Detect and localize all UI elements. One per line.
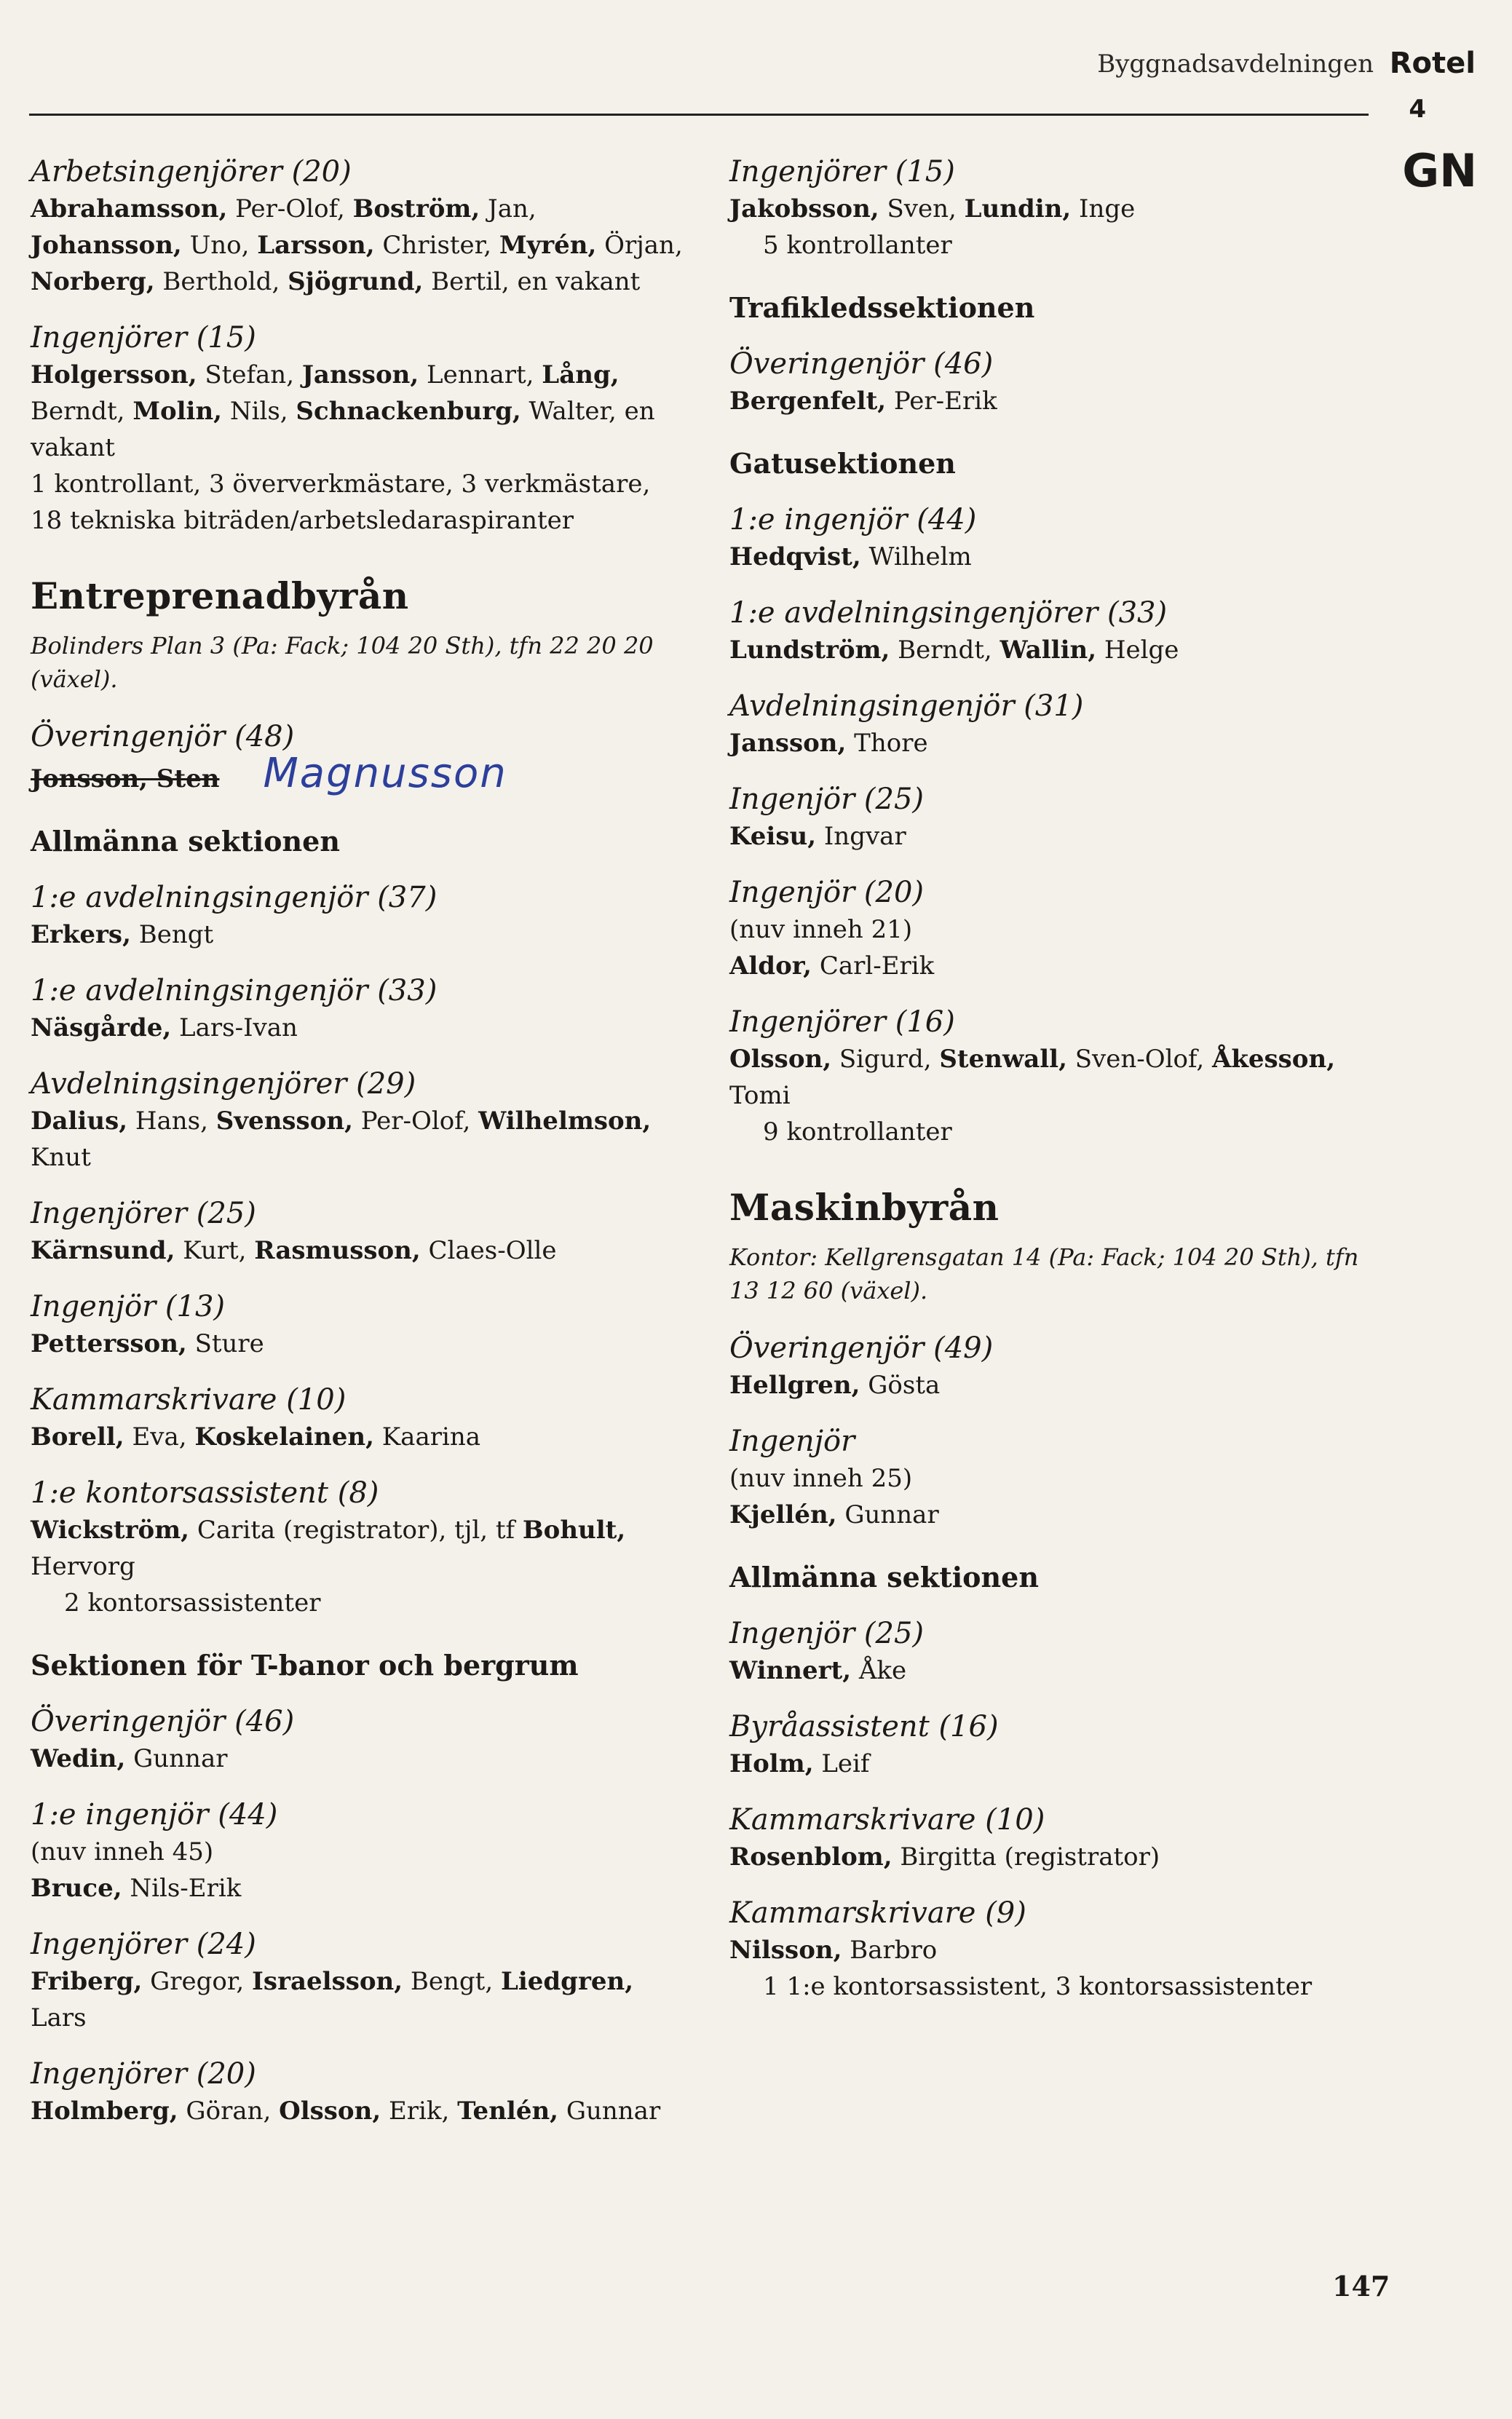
role-title: Arbetsingenjörer (20) bbox=[31, 155, 352, 189]
struck-name: Jonsson, Sten bbox=[31, 764, 220, 793]
role-title: 1:e avdelningsingenjörer (33) bbox=[729, 596, 1168, 630]
names: Kjellén, Gunnar bbox=[729, 1500, 939, 1529]
names: Holgersson, Stefan, Jansson, Lennart, Lång, Berndt, Molin, Nils, Schnackenburg, Walter, en vakant bbox=[31, 360, 655, 462]
bureau-heading: Maskinbyrån bbox=[729, 1186, 1000, 1229]
role-title: Avdelningsingenjörer (29) bbox=[31, 1067, 416, 1101]
entry bbox=[729, 687, 1385, 761]
entry bbox=[729, 153, 1385, 264]
note: (nuv inneh 25) bbox=[729, 1464, 913, 1493]
names: Abrahamsson, Per-Olof, Boström, Jan, Johansson, Uno, Larsson, Christer, Myrén, Örjan, Norberg, Berthold, Sjögrund, Bertil, en vakant bbox=[31, 194, 683, 296]
entry bbox=[729, 780, 1385, 855]
rotel-number: 4 bbox=[1409, 95, 1426, 124]
entry bbox=[31, 1195, 686, 1269]
note: 2 kontorsassistenter bbox=[64, 1588, 321, 1618]
entry bbox=[31, 972, 686, 1046]
names: Winnert, Åke bbox=[729, 1656, 907, 1685]
names: Rosenblom, Birgitta (registrator) bbox=[729, 1842, 1160, 1872]
names: Jakobsson, Sven, Lundin, Inge bbox=[729, 194, 1136, 223]
section-heading: Allmänna sektionen bbox=[729, 1561, 1039, 1593]
entry bbox=[729, 501, 1385, 575]
role-title: Kammarskrivare (10) bbox=[729, 1803, 1045, 1837]
note: (nuv inneh 45) bbox=[31, 1837, 214, 1866]
names: Hedqvist, Wilhelm bbox=[729, 542, 972, 571]
names: Nilsson, Barbro bbox=[729, 1936, 938, 1965]
entry bbox=[31, 1288, 686, 1362]
role-title: Ingenjörer (24) bbox=[31, 1928, 256, 1961]
section-heading: Sektionen för T-banor och bergrum bbox=[31, 1649, 579, 1682]
names: Lundström, Berndt, Wallin, Helge bbox=[729, 636, 1179, 665]
role-title: Ingenjör (25) bbox=[729, 1617, 925, 1650]
entry bbox=[729, 1003, 1385, 1150]
names: Hellgren, Gösta bbox=[729, 1371, 941, 1400]
entry-arbetsingenjorer bbox=[31, 153, 686, 300]
names: Dalius, Hans, Svensson, Per-Olof, Wilhelmson, Knut bbox=[31, 1106, 652, 1172]
role-title: Avdelningsingenjör (31) bbox=[729, 689, 1084, 723]
names: Olsson, Sigurd, Stenwall, Sven-Olof, Åkesson, Tomi bbox=[729, 1045, 1336, 1110]
names bbox=[31, 750, 686, 797]
note: 9 kontrollanter bbox=[763, 1117, 952, 1147]
role-title: Ingenjör (25) bbox=[729, 783, 925, 816]
entry bbox=[729, 1894, 1385, 2005]
entry bbox=[31, 1925, 686, 2036]
role-title: Ingenjörer (25) bbox=[31, 1197, 256, 1230]
role-title: Byråassistent (16) bbox=[729, 1710, 999, 1743]
role-title: Ingenjör (20) bbox=[729, 876, 925, 909]
entry bbox=[31, 1381, 686, 1455]
bureau-heading: Entreprenadbyrån bbox=[31, 574, 409, 617]
right-column bbox=[729, 153, 1385, 2024]
entry bbox=[31, 1703, 686, 1777]
rotel-label: Rotel bbox=[1389, 47, 1476, 80]
role-title: 1:e ingenjör (44) bbox=[31, 1798, 278, 1832]
entry bbox=[729, 594, 1385, 668]
header-rule bbox=[29, 114, 1369, 116]
names: Keisu, Ingvar bbox=[729, 822, 906, 851]
entry bbox=[31, 1796, 686, 1907]
role-title: Ingenjör bbox=[729, 1425, 855, 1458]
note: 1 kontrollant, 3 öververkmästare, 3 verkmästare, 18 tekniska biträden/arbetsledaraspiranter bbox=[31, 470, 651, 535]
entry-ingenjorer bbox=[31, 319, 686, 539]
role-title: Kammarskrivare (9) bbox=[729, 1896, 1026, 1930]
role-title: Överingenjör (49) bbox=[729, 1331, 994, 1365]
left-column bbox=[31, 153, 686, 2148]
names: Pettersson, Sture bbox=[31, 1329, 264, 1358]
entry bbox=[729, 1708, 1385, 1782]
names: Wickström, Carita (registrator), tjl, tf Bohult, Hervorg bbox=[31, 1516, 626, 1581]
role-title: 1:e avdelningsingenjör (37) bbox=[31, 881, 438, 914]
entry-overingenjor bbox=[31, 718, 686, 797]
role-title: Överingenjör (48) bbox=[31, 720, 295, 753]
names: Näsgårde, Lars-Ivan bbox=[31, 1013, 298, 1042]
entry bbox=[31, 2055, 686, 2129]
note: 1 1:e kontorsassistent, 3 kontorsassistenter bbox=[763, 1972, 1313, 2001]
role-title: Ingenjörer (20) bbox=[31, 2057, 256, 2091]
names: Erkers, Bengt bbox=[31, 920, 214, 949]
role-title: Ingenjörer (16) bbox=[729, 1005, 955, 1039]
names: Aldor, Carl-Erik bbox=[729, 951, 935, 981]
names: Holm, Leif bbox=[729, 1749, 870, 1778]
names: Wedin, Gunnar bbox=[31, 1744, 228, 1773]
role-title: Överingenjör (46) bbox=[31, 1705, 295, 1738]
role-title: 1:e avdelningsingenjör (33) bbox=[31, 974, 438, 1007]
names: Borell, Eva, Koskelainen, Kaarina bbox=[31, 1422, 481, 1452]
role-title: Överingenjör (46) bbox=[729, 347, 994, 381]
handwritten-correction: Magnusson bbox=[263, 750, 507, 797]
role-title: 1:e ingenjör (44) bbox=[729, 503, 977, 537]
names: Holmberg, Göran, Olsson, Erik, Tenlén, Gunnar bbox=[31, 2097, 661, 2126]
entry bbox=[31, 879, 686, 953]
names: Bergenfelt, Per-Erik bbox=[729, 387, 997, 416]
bureau-contact: Bolinders Plan 3 (Pa: Fack; 104 20 Sth), tfn 22 20 20 (växel). bbox=[31, 632, 654, 693]
role-title: Ingenjörer (15) bbox=[31, 321, 256, 355]
note: 5 kontrollanter bbox=[763, 231, 952, 260]
role-title: Kammarskrivare (10) bbox=[31, 1383, 347, 1417]
section-heading: Trafikledssektionen bbox=[729, 291, 1035, 324]
names: Jansson, Thore bbox=[729, 729, 928, 758]
page-number: 147 bbox=[1332, 2270, 1390, 2303]
section-code: GN bbox=[1402, 144, 1477, 197]
names: Kärnsund, Kurt, Rasmusson, Claes-Olle bbox=[31, 1236, 557, 1265]
entry bbox=[729, 1422, 1385, 1533]
entry bbox=[729, 345, 1385, 419]
entry bbox=[729, 1615, 1385, 1689]
note: (nuv inneh 21) bbox=[729, 915, 913, 944]
entry bbox=[729, 1329, 1385, 1404]
section-heading: Gatusektionen bbox=[729, 447, 956, 480]
role-title: Ingenjörer (15) bbox=[729, 155, 955, 189]
department-title: Byggnadsavdelningen bbox=[1097, 50, 1374, 79]
names: Friberg, Gregor, Israelsson, Bengt, Liedgren, Lars bbox=[31, 1967, 634, 2032]
entry bbox=[729, 1801, 1385, 1875]
role-title: Ingenjör (13) bbox=[31, 1290, 226, 1323]
role-title: 1:e kontorsassistent (8) bbox=[31, 1476, 379, 1510]
entry bbox=[31, 1474, 686, 1621]
entry bbox=[729, 874, 1385, 984]
bureau-contact: Kontor: Kellgrensgatan 14 (Pa: Fack; 104 20 Sth), tfn 13 12 60 (växel). bbox=[729, 1243, 1359, 1304]
entry bbox=[31, 1065, 686, 1176]
section-heading: Allmänna sektionen bbox=[31, 825, 340, 858]
names: Bruce, Nils-Erik bbox=[31, 1874, 242, 1903]
